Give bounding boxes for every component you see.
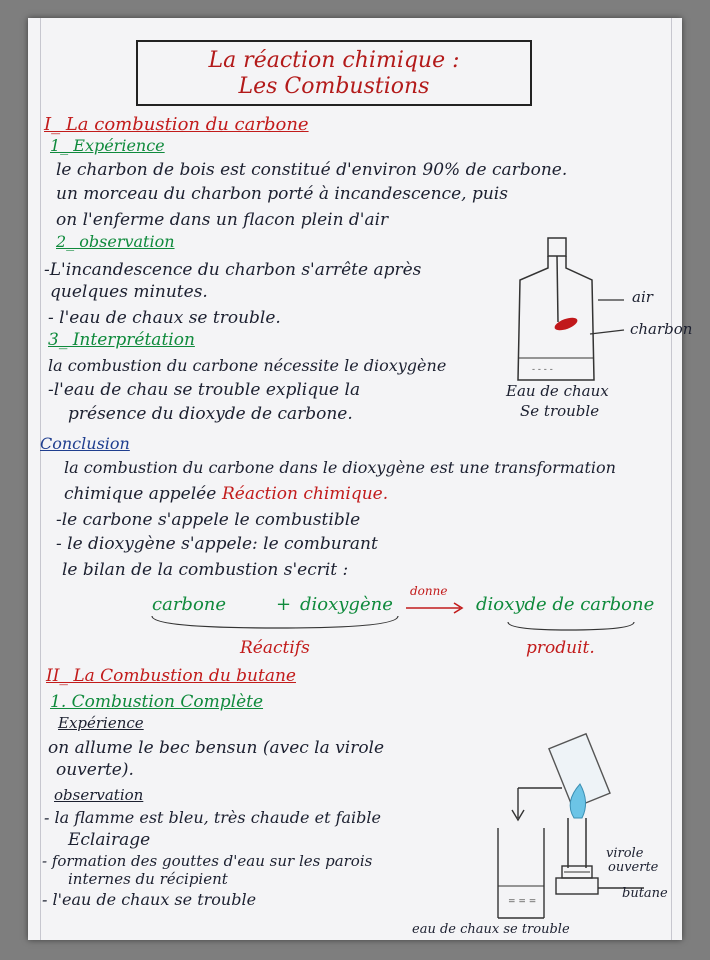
obs2-line-1: - la flamme est bleu, très chaude et faible: [44, 808, 381, 827]
obs-line-1: -L'incandescence du charbon s'arrête après: [44, 260, 422, 280]
section-2-heading: II_ La Combustion du butane: [46, 666, 296, 686]
reactant-dioxygene: dioxygène: [300, 594, 393, 615]
conclusion-line-1: la combustion du carbone dans le dioxygène est une transformation: [64, 458, 616, 477]
obs2-line-5: - l'eau de chaux se trouble: [42, 890, 257, 909]
arrow-label-donne: donne: [410, 584, 448, 598]
conclusion-label: Conclusion: [40, 434, 130, 453]
svg-text:= = =: = = =: [508, 897, 537, 907]
exp-line-2: un morceau du charbon porté à incandescence, puis: [56, 184, 508, 204]
experience-2-label: Expérience: [58, 714, 144, 732]
label-se-trouble: Se trouble: [520, 402, 600, 420]
product-co2: dioxyde de carbone: [476, 594, 655, 615]
svg-text:- - - -: - - - -: [532, 365, 553, 375]
observation-2-label: observation: [54, 786, 144, 804]
reactifs-label: Réactifs: [240, 638, 310, 658]
title-line-2: Les Combustions: [238, 74, 430, 99]
obs-line-2: quelques minutes.: [50, 282, 208, 302]
label-charbon: charbon: [630, 320, 693, 338]
observation-label: 2_ observation: [56, 232, 175, 251]
section-1-heading: I_ La combustion du carbone: [44, 114, 309, 135]
plus-sign: +: [276, 594, 292, 615]
interp-line-3: présence du dioxyde de carbone.: [68, 404, 353, 424]
label-virole: virole: [606, 846, 644, 861]
exp-line-3: on l'enferme dans un flacon plein d'air: [56, 210, 389, 230]
interp-line-2: -l'eau de chau se trouble explique la: [48, 380, 361, 400]
title-line-1: La réaction chimique :: [208, 48, 460, 73]
reactant-carbone: carbone: [152, 594, 227, 615]
label-ouverte: ouverte: [608, 860, 659, 875]
obs2-line-3: - formation des gouttes d'eau sur les parois: [42, 852, 373, 870]
exp2-line-1: on allume le bec bensun (avec la virole: [48, 738, 385, 758]
combustion-complete-label: 1. Combustion Complète: [50, 692, 264, 712]
obs-line-3: - l'eau de chaux se trouble.: [48, 308, 281, 328]
notebook-page: [28, 18, 693, 940]
conclusion-line-5: le bilan de la combustion s'ecrit :: [62, 560, 349, 580]
obs2-line-4: internes du récipient: [68, 870, 228, 888]
exp2-line-2: ouverte).: [56, 760, 134, 780]
conclusion-line-3: -le carbone s'appele le combustible: [56, 510, 361, 530]
conclusion-line-2: chimique appelée: [64, 484, 217, 504]
conclusion-line-4: - le dioxygène s'appele: le comburant: [56, 534, 378, 554]
title-box: [136, 40, 532, 106]
label-butane: butane: [622, 886, 668, 901]
interp-line-1: la combustion du carbone nécessite le dioxygène: [48, 356, 447, 375]
label-air: air: [632, 288, 653, 306]
exp-line-1: le charbon de bois est constitué d'environ 90% de carbone.: [56, 160, 568, 180]
equation-braces: [148, 614, 668, 640]
interpretation-label: 3_ Interprétation: [48, 330, 195, 350]
obs2-line-2: Eclairage: [68, 830, 151, 850]
produit-label: produit.: [526, 638, 595, 658]
experience-label: 1_ Expérience: [50, 136, 165, 155]
label-eau-chaux-trouble: eau de chaux se trouble: [412, 922, 570, 937]
reaction-chimique-term: Réaction chimique.: [222, 484, 389, 504]
label-eau-chaux: Eau de chaux: [506, 382, 609, 400]
